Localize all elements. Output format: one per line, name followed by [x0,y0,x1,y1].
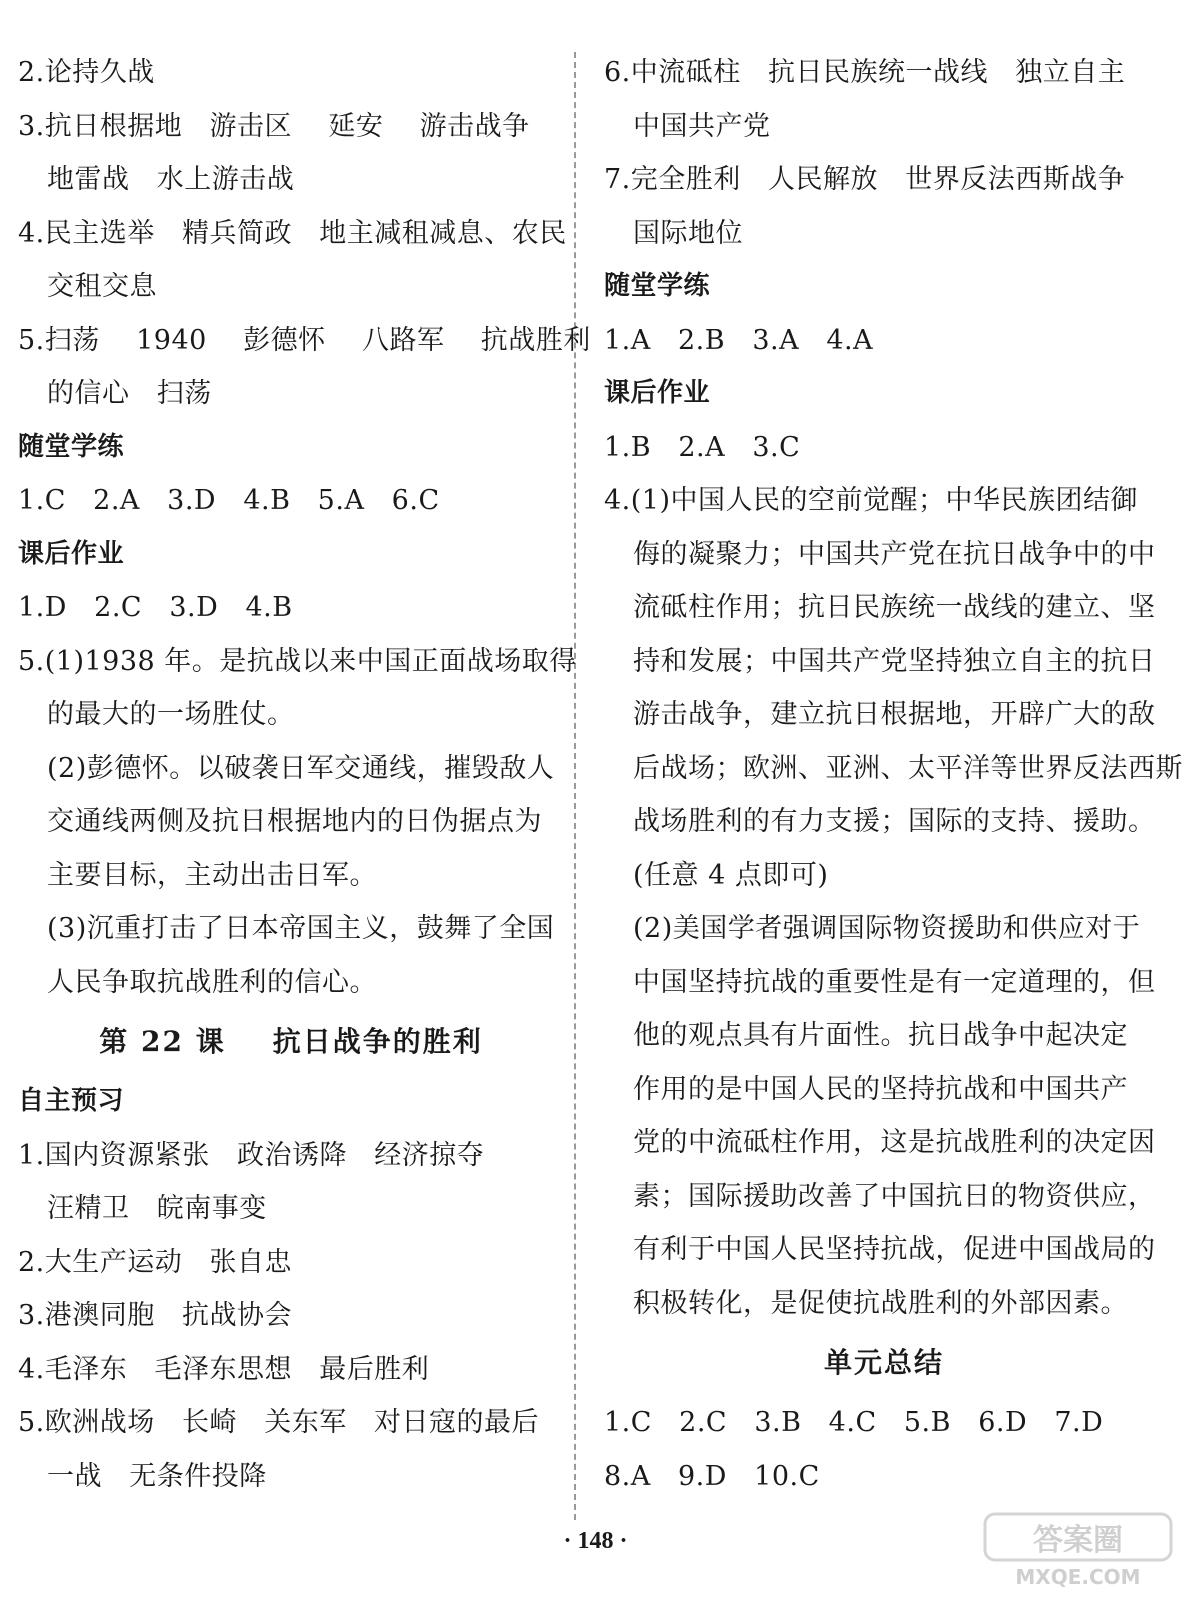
answer-line: 地雷战 水上游击战 [47,164,295,195]
section-heading: 随堂学练 [18,431,125,462]
watermark-url: MXQE.COM [1015,1565,1141,1589]
answer-line: 5.(1)1938 年。是抗战以来中国正面战场取得 [18,645,577,677]
answer-line: (2)彭德怀。以破袭日军交通线，摧毁敌人 [47,752,555,784]
watermark-title: 答案圈 [1033,1523,1123,1558]
answer-line: 3.港澳同胞 抗战协会 [18,1300,293,1331]
answer-line: (任意 4 点即可) [633,859,829,891]
answer-line: 党的中流砥柱作用，这是抗战胜利的决定因 [633,1127,1156,1158]
answer-line: 流砥柱作用；抗日民族统一战线的建立、坚 [633,592,1156,623]
answer-line: 的最大的一场胜仗。 [47,699,295,730]
watermark-logo [983,1512,1173,1590]
answer-line: (3)沉重打击了日本帝国主义，鼓舞了全国 [47,913,555,944]
answer-line: 8.A 9.D 10.C [604,1460,820,1492]
section-heading: 课后作业 [18,538,125,569]
answer-line: 人民争取抗战胜利的信心。 [47,966,377,998]
answer-line: 4.民主选举 精兵简政 地主减租减息、农民 [18,217,567,249]
answer-line: 2.大生产运动 张自忠 [18,1246,293,1278]
answer-line: 中国共产党 [633,110,771,142]
answer-line: 中国坚持抗战的重要性是有一定道理的，但 [633,966,1156,998]
watermark-logo-icon [983,1512,1173,1590]
left-column [18,46,591,1503]
right-column [604,46,1183,1503]
answer-line: 国际地位 [633,217,743,249]
answer-line: 一战 无条件投降 [47,1460,267,1492]
answer-line: 主要目标，主动出击日军。 [47,859,377,891]
lesson-title: 单元总结 [823,1346,944,1379]
answer-line: 交通线两侧及抗日根据地内的日伪据点为 [47,806,542,837]
page-number: · 148 · [563,1528,628,1554]
answer-line: 5.扫荡 1940 彭德怀 八路军 抗战胜利 [18,324,591,356]
section-heading: 自主预习 [18,1086,125,1116]
section-heading: 随堂学练 [604,271,711,301]
answer-line: 有利于中国人民坚持抗战，促进中国战局的 [633,1234,1156,1265]
answer-line: 1.B 2.A 3.C [604,431,801,463]
answer-line: 5.欧洲战场 长崎 关东军 对日寇的最后 [18,1407,540,1438]
answer-line: (2)美国学者强调国际物资援助和供应对于 [633,913,1141,944]
answer-line: 素；国际援助改善了中国抗日的物资供应， [633,1180,1156,1212]
answer-line: 3.抗日根据地 游击区 延安 游击战争 [18,110,530,142]
answer-line: 4.毛泽东 毛泽东思想 最后胜利 [18,1353,430,1385]
section-heading: 课后作业 [604,378,711,408]
answer-line: 1.D 2.C 3.D 4.B [18,592,293,623]
answer-line: 1.C 2.A 3.D 4.B 5.A 6.C [18,485,440,516]
answer-line: 1.C 2.C 3.B 4.C 5.B 6.D 7.D [604,1407,1104,1438]
answer-line: 交租交息 [47,271,157,302]
answer-line: 他的观点具有片面性。抗日战争中起决定 [633,1020,1128,1051]
answer-line: 侮的凝聚力；中国共产党在抗日战争中的中 [633,538,1156,570]
answer-line: 7.完全胜利 人民解放 世界反法西斯战争 [604,164,1126,195]
answer-line: 积极转化，是促使抗战胜利的外部因素。 [633,1287,1128,1319]
answer-line: 持和发展；中国共产党坚持独立自主的抗日 [633,645,1156,677]
answer-line: 汪精卫 皖南事变 [47,1193,267,1224]
lesson-title: 第 22 课 抗日战争的胜利 [99,1025,483,1058]
answer-line: 1.A 2.B 3.A 4.A [604,324,874,356]
answer-line: 6.中流砥柱 抗日民族统一战线 独立自主 [604,57,1126,88]
answer-line: 游击战争，建立抗日根据地，开辟广大的敌 [633,699,1156,730]
answer-line: 1.国内资源紧张 政治诱降 经济掠夺 [18,1139,485,1171]
answer-line: 作用的是中国人民的坚持抗战和中国共产 [633,1073,1128,1105]
answer-line: 2.论持久战 [18,57,155,88]
column-divider [574,52,576,1520]
answer-line: 战场胜利的有力支援；国际的支持、援助。 [633,806,1156,837]
answer-line: 后战场；欧洲、亚洲、太平洋等世界反法西斯 [633,752,1183,784]
answer-line: 的信心 扫荡 [47,378,212,409]
answer-line: 4.(1)中国人民的空前觉醒；中华民族团结御 [604,485,1139,516]
